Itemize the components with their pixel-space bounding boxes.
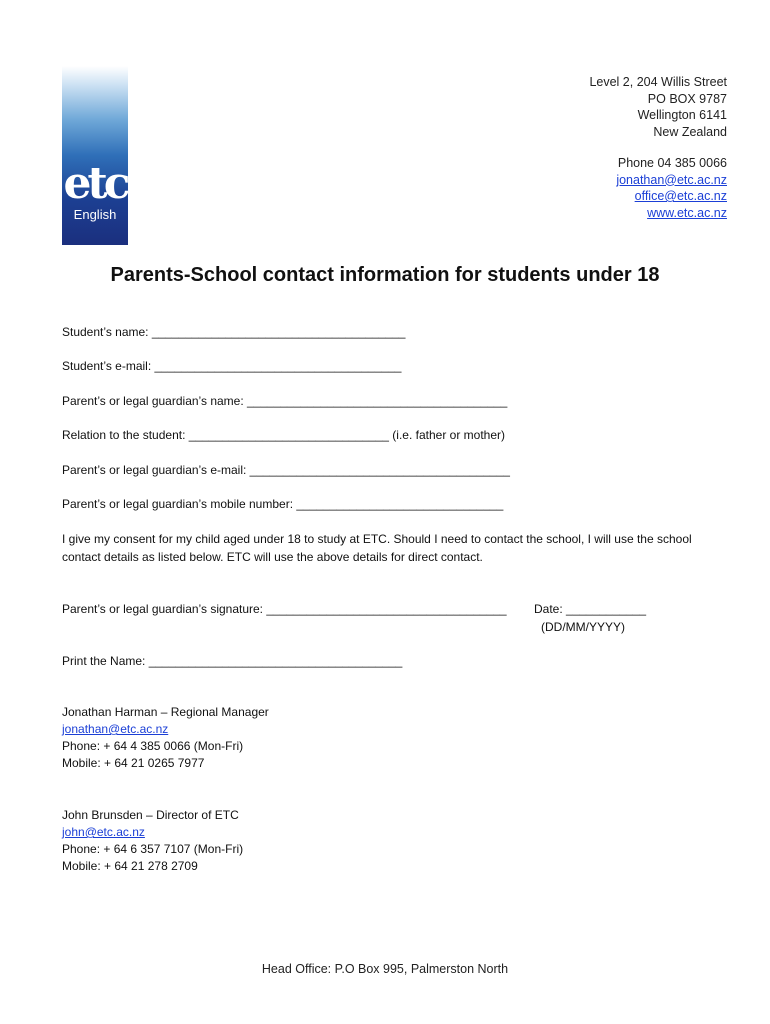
guardian-name-field: Parent’s or legal guardian’s name: _______________________________________ [62,394,508,408]
contact-mobile: Mobile: + 64 21 278 2709 [62,859,198,873]
document-title: Parents-School contact information for students under 18 [110,264,660,286]
relation-field: Relation to the student: ______________________________ (i.e. father or mother) [62,428,506,442]
contact-email-link[interactable]: jonathan@etc.ac.nz [62,722,169,736]
contact-mobile: Mobile: + 64 21 0265 7977 [62,756,205,770]
logo-mark: etc [63,158,127,209]
email-link-jonathan[interactable]: jonathan@etc.ac.nz [616,172,727,187]
signature-field: Parent’s or legal guardian’s signature: ____________________________________ [62,602,507,616]
contact-phone: Phone: + 64 6 357 7107 (Mon-Fri) [62,842,244,856]
contact-name: John Brunsden – Director of ETC [62,808,239,822]
date-label: Date: ____________ [534,602,647,616]
guardian-mobile-field: Parent’s or legal guardian’s mobile number: _______________________________ [62,497,504,511]
contact-block-jonathan [62,704,269,772]
contact-name: Jonathan Harman – Regional Manager [62,705,269,719]
address-block [589,74,727,221]
address-line: Wellington 6141 [637,108,727,122]
contact-phone: Phone: + 64 4 385 0066 (Mon-Fri) [62,739,244,753]
date-format-hint: (DD/MM/YYYY) [541,620,625,634]
address-line: New Zealand [653,124,727,139]
student-name-field: Student’s name: ______________________________________ [62,325,406,339]
address-line: PO BOX 9787 [647,91,727,106]
logo-subtitle: English [73,207,117,222]
footer-head-office: Head Office: P.O Box 995, Palmerston North [261,962,509,976]
consent-statement: I give my consent for my child aged under 18 to study at ETC. Should I need to contact the school, I will use the school contact details as listed below. ETC will use the above details for direct contact. [62,532,692,564]
print-name-field: Print the Name: ______________________________________ [62,654,403,668]
etc-english-logo [62,66,128,245]
date-field [534,600,646,636]
email-link-office[interactable]: office@etc.ac.nz [634,189,727,203]
contact-email-link[interactable]: john@etc.ac.nz [62,825,145,839]
student-email-field: Student’s e-mail: _____________________________________ [62,359,402,373]
address-line: Level 2, 204 Willis Street [589,75,727,89]
website-link[interactable]: www.etc.ac.nz [647,205,727,220]
guardian-email-field: Parent’s or legal guardian’s e-mail: _______________________________________ [62,463,510,477]
contact-block-john [62,807,243,875]
office-phone: Phone 04 385 0066 [617,156,727,170]
